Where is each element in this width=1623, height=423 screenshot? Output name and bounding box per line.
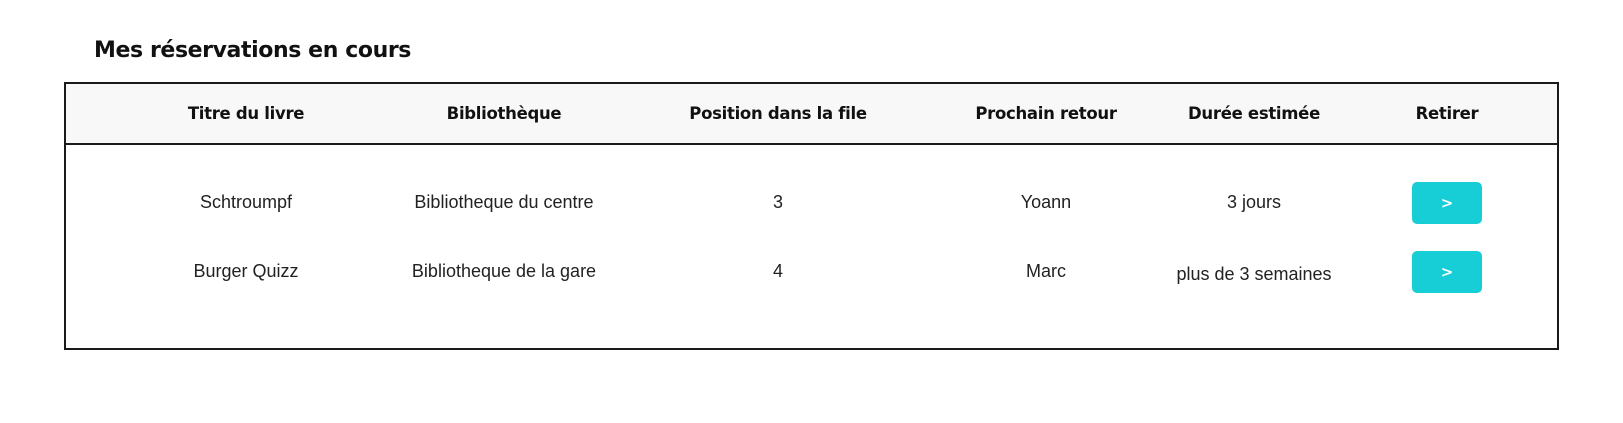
queue-position-cell: 4 (772, 261, 784, 281)
table-row (66, 249, 1557, 293)
book-title-cell: Burger Quizz (193, 261, 299, 281)
library-cell: Bibliotheque de la gare (411, 261, 597, 281)
section-title: Mes réservations en cours (94, 38, 411, 63)
next-return-cell: Marc (1026, 261, 1066, 281)
library-cell: Bibliotheque du centre (414, 192, 594, 212)
column-header-queue-position: Position dans la file (689, 104, 867, 123)
column-header-next-return: Prochain retour (975, 104, 1117, 123)
table-header (66, 84, 1557, 145)
estimated-duration-cell: plus de 3 semaines (1176, 264, 1332, 284)
queue-position-cell: 3 (772, 192, 784, 212)
table-row (66, 180, 1557, 224)
book-title-cell: Schtroumpf (199, 192, 293, 212)
column-header-book-title: Titre du livre (187, 104, 305, 123)
withdraw-button[interactable]: > (1412, 182, 1482, 224)
column-header-withdraw: Retirer (1415, 104, 1479, 123)
estimated-duration-cell: 3 jours (1226, 192, 1282, 212)
next-return-cell: Yoann (1020, 192, 1072, 212)
column-header-estimated-duration: Durée estimée (1188, 104, 1320, 123)
withdraw-button[interactable]: > (1412, 251, 1482, 293)
column-header-library: Bibliothèque (446, 104, 562, 123)
reservations-table (64, 82, 1559, 350)
